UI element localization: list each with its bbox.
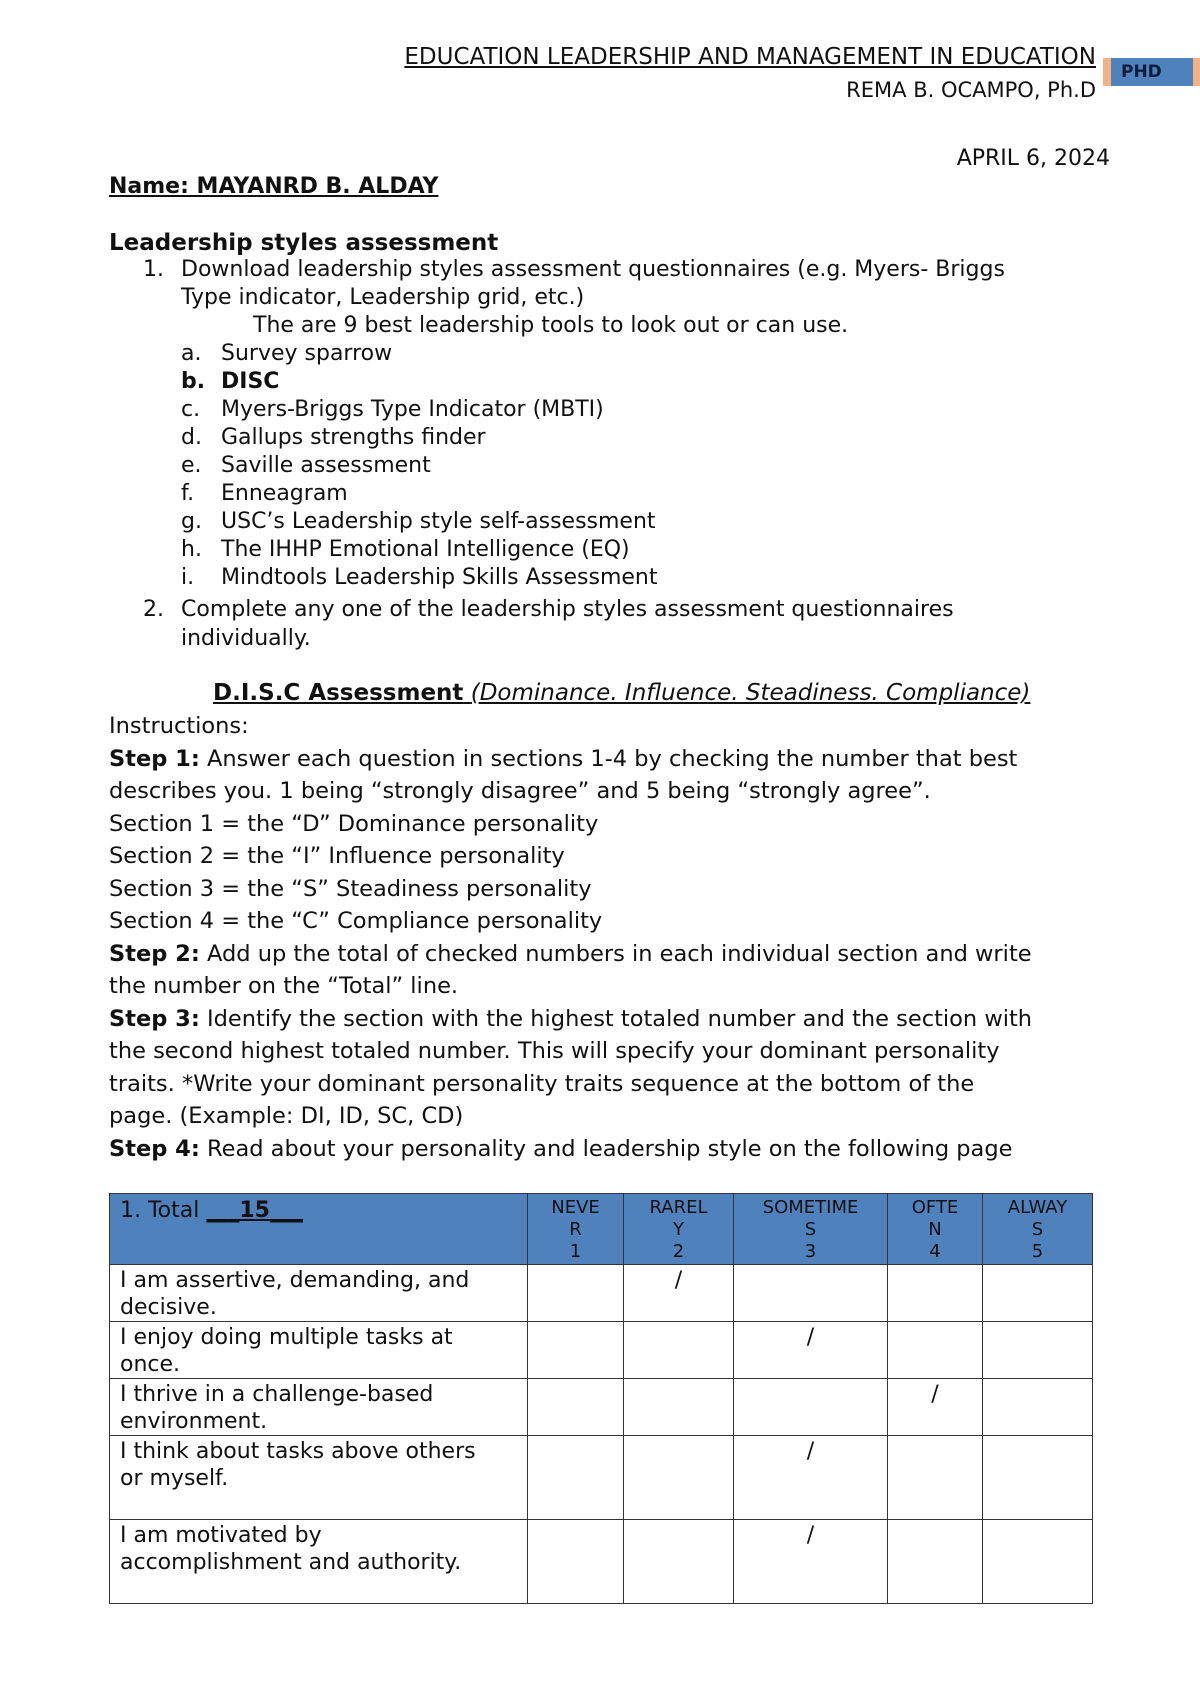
step3-label: Step 3: <box>109 1005 200 1032</box>
table-row <box>110 1436 1093 1520</box>
phd-badge <box>1103 58 1200 86</box>
answer-cell[interactable] <box>734 1265 888 1322</box>
tool-marker: i. <box>181 565 195 590</box>
scale-header-rarely <box>624 1194 734 1265</box>
table-row <box>110 1520 1093 1604</box>
table-row <box>110 1265 1093 1322</box>
table-row <box>110 1379 1093 1436</box>
answer-cell[interactable] <box>528 1322 624 1379</box>
question-cell <box>110 1436 528 1520</box>
list-item-1-line2: Type indicator, Leadership grid, etc.) <box>181 285 585 310</box>
tool-label: Survey sparrow <box>221 341 393 366</box>
step2-text: Add up the total of checked numbers in each individual section and write <box>199 940 1032 967</box>
section-definition: Section 4 = the “C” Compliance personality <box>109 908 603 934</box>
answer-cell[interactable]: / <box>734 1520 888 1604</box>
step4-label: Step 4: <box>109 1135 200 1162</box>
section-definition: Section 3 = the “S” Steadiness personality <box>109 875 592 902</box>
scale-label-cont: S <box>804 1219 817 1240</box>
scale-header-never <box>528 1194 624 1265</box>
list-marker: 2. <box>143 597 164 622</box>
section-definition: Section 2 = the “I” Influence personality <box>109 843 565 869</box>
question-cell <box>110 1520 528 1604</box>
list-item-2-line1: Complete any one of the leadership styles assessment questionnaires <box>181 597 954 622</box>
scale-number: 1 <box>569 1241 582 1262</box>
step3-line1 <box>109 1003 1109 1036</box>
step1-line1 <box>109 743 1109 776</box>
tool-item <box>181 341 392 367</box>
question-line: or myself. <box>120 1466 229 1491</box>
question-line: I thrive in a challenge-based <box>120 1382 434 1407</box>
step2-line2: the number on the “Total” line. <box>109 973 459 999</box>
answer-cell[interactable] <box>888 1436 983 1520</box>
scale-header-often <box>888 1194 983 1265</box>
tool-label: The IHHP Emotional Intelligence (EQ) <box>221 537 630 562</box>
list-item-2-line2: individually. <box>181 626 311 651</box>
instructions-block <box>109 710 1109 1165</box>
tool-marker: e. <box>181 453 202 478</box>
scale-label: RAREL <box>649 1197 708 1218</box>
scale-label-cont: S <box>1031 1219 1044 1240</box>
question-line: I enjoy doing multiple tasks at <box>120 1325 453 1350</box>
question-cell <box>110 1379 528 1436</box>
assessment-heading: Leadership styles assessment <box>109 230 499 256</box>
scale-number: 2 <box>672 1241 685 1262</box>
scale-header-sometimes <box>734 1194 888 1265</box>
answer-cell[interactable] <box>888 1265 983 1322</box>
tool-item <box>181 537 630 563</box>
table-row <box>110 1322 1093 1379</box>
scale-label-cont: N <box>928 1219 942 1240</box>
tool-marker: h. <box>181 537 202 562</box>
step4-text: Read about your personality and leadership style on the following page <box>199 1135 1013 1162</box>
total-value: ___15___ <box>206 1198 303 1223</box>
question-line: once. <box>120 1352 181 1377</box>
scale-label: NEVE <box>551 1197 600 1218</box>
tool-label: Saville assessment <box>221 453 431 478</box>
table-header-row <box>110 1194 1093 1265</box>
scale-number: 5 <box>1031 1241 1044 1262</box>
answer-cell[interactable] <box>983 1520 1093 1604</box>
scale-number: 3 <box>804 1241 817 1262</box>
scale-label-cont: Y <box>673 1219 684 1240</box>
step3-line4: page. (Example: DI, ID, SC, CD) <box>109 1103 464 1129</box>
tool-item <box>181 565 658 591</box>
answer-cell[interactable] <box>888 1322 983 1379</box>
step2-label: Step 2: <box>109 940 200 967</box>
document-date: APRIL 6, 2024 <box>956 146 1110 171</box>
step1-line2: describes you. 1 being “strongly disagree” and 5 being “strongly agree”. <box>109 778 931 804</box>
answer-cell[interactable] <box>528 1436 624 1520</box>
tool-label: Enneagram <box>221 481 348 506</box>
tool-marker: b. <box>181 369 206 394</box>
instructor-name: REMA B. OCAMPO, Ph.D <box>846 78 1096 102</box>
answer-cell[interactable] <box>528 1520 624 1604</box>
answer-cell[interactable] <box>888 1520 983 1604</box>
scale-label: SOMETIME <box>762 1197 859 1218</box>
answer-cell[interactable] <box>983 1436 1093 1520</box>
answer-cell[interactable] <box>983 1322 1093 1379</box>
answer-cell[interactable]: / <box>734 1322 888 1379</box>
section-definition: Section 1 = the “D” Dominance personality <box>109 810 599 837</box>
student-name: Name: MAYANRD B. ALDAY <box>109 174 439 199</box>
step3-text: Identify the section with the highest totaled number and the section with <box>199 1005 1033 1032</box>
tool-item-highlighted <box>181 369 279 395</box>
total-label: 1. Total <box>120 1198 207 1223</box>
disc-title <box>213 680 1030 706</box>
step2-line1 <box>109 938 1109 971</box>
tool-item <box>181 453 431 479</box>
tool-marker: g. <box>181 509 202 534</box>
tool-item <box>181 397 604 423</box>
answer-cell[interactable] <box>983 1379 1093 1436</box>
instructions-label: Instructions: <box>109 713 249 739</box>
question-line: I am assertive, demanding, and <box>120 1268 470 1293</box>
scale-label-cont: R <box>569 1219 582 1240</box>
tool-marker: d. <box>181 425 202 450</box>
section-total-header <box>110 1194 528 1265</box>
list-marker: 1. <box>143 257 164 282</box>
answer-cell[interactable]: / <box>888 1379 983 1436</box>
disc-title-bold: D.I.S.C Assessment <box>213 680 464 706</box>
answer-cell[interactable] <box>624 1520 734 1604</box>
step4-line1 <box>109 1133 1109 1166</box>
question-cell <box>110 1265 528 1322</box>
tool-label: DISC <box>221 369 280 394</box>
disc-title-italic: (Dominance. Influence. Steadiness. Compliance) <box>470 680 1031 706</box>
list-item-1 <box>143 257 164 283</box>
question-line: I am motivated by <box>120 1523 322 1548</box>
tools-intro: The are 9 best leadership tools to look out or can use. <box>253 313 849 338</box>
step3-line3: traits. *Write your dominant personality traits sequence at the bottom of the <box>109 1070 975 1097</box>
list-item-1-line1: Download leadership styles assessment questionnaires (e.g. Myers- Briggs <box>181 257 1005 282</box>
tool-item <box>181 425 486 451</box>
tool-label: Gallups strengths finder <box>221 425 486 450</box>
answer-cell[interactable] <box>734 1379 888 1436</box>
answer-cell[interactable] <box>624 1322 734 1379</box>
tool-marker: a. <box>181 341 202 366</box>
scale-number: 4 <box>929 1241 941 1262</box>
tool-item <box>181 509 656 535</box>
answer-cell[interactable] <box>983 1265 1093 1322</box>
answer-cell[interactable] <box>624 1436 734 1520</box>
answer-cell[interactable]: / <box>734 1436 888 1520</box>
answer-cell[interactable] <box>528 1379 624 1436</box>
step1-text: Answer each question in sections 1-4 by checking the number that best <box>199 745 1018 772</box>
phd-badge-label: PHD <box>1111 58 1193 86</box>
question-line: accomplishment and authority. <box>120 1550 462 1575</box>
scale-header-always <box>983 1194 1093 1265</box>
question-line: I think about tasks above others <box>120 1439 476 1464</box>
answer-cell[interactable] <box>528 1265 624 1322</box>
answer-cell[interactable]: / <box>624 1265 734 1322</box>
step3-line2: the second highest totaled number. This will specify your dominant personality <box>109 1038 1000 1064</box>
answer-cell[interactable] <box>624 1379 734 1436</box>
question-line: decisive. <box>120 1295 217 1320</box>
dominance-survey-table <box>109 1193 1093 1604</box>
tool-item <box>181 481 348 507</box>
course-title: EDUCATION LEADERSHIP AND MANAGEMENT IN EDUCATION <box>404 44 1096 70</box>
scale-label: OFTE <box>911 1197 959 1218</box>
step1-label: Step 1: <box>109 745 200 772</box>
tool-marker: c. <box>181 397 201 422</box>
question-cell <box>110 1322 528 1379</box>
tool-label: Mindtools Leadership Skills Assessment <box>221 565 658 590</box>
scale-label: ALWAY <box>1007 1197 1068 1218</box>
tool-label: Myers-Briggs Type Indicator (MBTI) <box>221 397 604 422</box>
list-item-2 <box>143 597 164 623</box>
tool-marker: f. <box>181 481 195 506</box>
tool-label: USC’s Leadership style self-assessment <box>221 509 656 534</box>
question-line: environment. <box>120 1409 268 1434</box>
